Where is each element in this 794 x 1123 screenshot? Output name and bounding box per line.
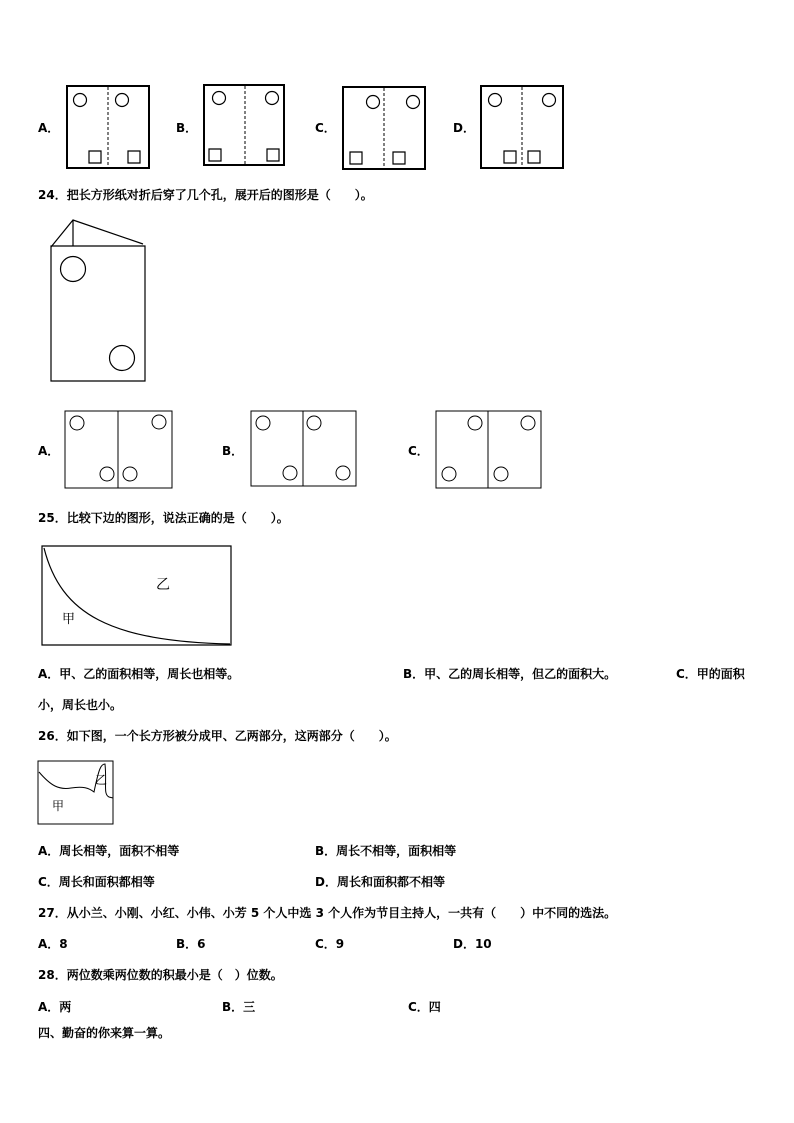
q23-option-c-label[interactable]: C．	[315, 121, 336, 135]
q24-option-a-label[interactable]: A．	[38, 444, 60, 458]
q23-option-b-figure[interactable]	[203, 84, 285, 166]
q26-option-d[interactable]: D．周长和面积都不相等	[315, 875, 445, 889]
q24-option-b-figure[interactable]	[250, 410, 358, 488]
q23-option-a-figure[interactable]	[66, 85, 150, 169]
q23-option-c-figure[interactable]	[342, 86, 426, 170]
q28-option-c[interactable]: C．四	[408, 1000, 441, 1014]
q24-option-a-figure[interactable]	[64, 410, 174, 490]
q25-label-jia: 甲	[62, 612, 76, 627]
q27-option-a[interactable]: A．8	[38, 937, 68, 951]
q25-option-c-part2[interactable]: 小，周长也小。	[38, 698, 123, 712]
q24-question: 24．把长方形纸对折后穿了几个孔，展开后的图形是（ ）。	[38, 188, 373, 202]
q27-option-d[interactable]: D．10	[453, 937, 492, 951]
q25-question: 25．比较下边的图形，说法正确的是（ ）。	[38, 511, 289, 525]
q25-option-b[interactable]: B．甲、乙的周长相等，但乙的面积大。	[403, 667, 617, 681]
q25-label-yi: 乙	[156, 577, 170, 593]
q25-option-c-part1[interactable]: C．甲的面积	[676, 667, 745, 681]
q24-option-c-label[interactable]: C．	[408, 444, 429, 458]
q24-folded-paper-figure	[50, 218, 150, 384]
q24-option-c-figure[interactable]	[435, 410, 543, 490]
q28-option-a[interactable]: A．两	[38, 1000, 72, 1014]
q26-label-yi: 乙	[95, 773, 108, 787]
q27-option-c[interactable]: C．9	[315, 937, 345, 951]
q23-option-d-label[interactable]: D．	[453, 121, 475, 135]
section-4-heading: 四、勤奋的你来算一算。	[38, 1026, 171, 1040]
q27-option-b[interactable]: B．6	[176, 937, 206, 951]
q24-option-b-label[interactable]: B．	[222, 444, 244, 458]
q26-option-b[interactable]: B．周长不相等，面积相等	[315, 844, 457, 858]
q26-label-jia: 甲	[52, 799, 65, 813]
q23-option-b-label[interactable]: B．	[176, 121, 198, 135]
q28-option-b[interactable]: B．三	[222, 1000, 256, 1014]
q28-question: 28．两位数乘两位数的积最小是（ ）位数。	[38, 968, 283, 982]
q23-option-d-figure[interactable]	[480, 85, 564, 169]
q26-figure	[37, 760, 115, 826]
q25-figure	[41, 545, 233, 647]
q26-option-a[interactable]: A．周长相等，面积不相等	[38, 844, 180, 858]
q25-option-a[interactable]: A．甲、乙的面积相等，周长也相等。	[38, 667, 240, 681]
q26-question: 26．如下图，一个长方形被分成甲、乙两部分，这两部分（ ）。	[38, 729, 397, 743]
q27-question: 27．从小兰、小刚、小红、小伟、小芳 5 个人中选 3 个人作为节目主持人，一共有（ ）中不同的选法。	[38, 906, 617, 920]
q26-option-c[interactable]: C．周长和面积都相等	[38, 875, 155, 889]
q23-option-a-label[interactable]: A．	[38, 121, 60, 135]
